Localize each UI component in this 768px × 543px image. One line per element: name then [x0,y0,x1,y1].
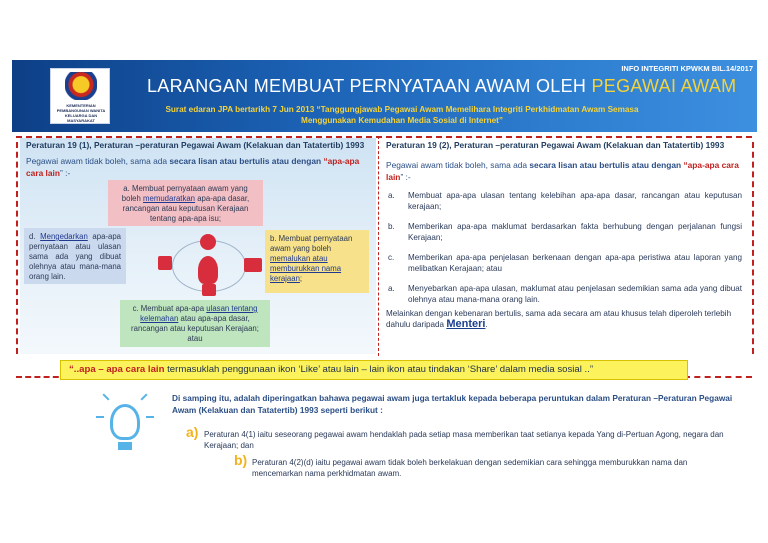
ray [140,393,147,400]
list-item-text: Memberikan apa-apa penjelasan berkenaan dengan apa-apa peristiwa atau laporan yang melibatkan Kerajaan; atau [408,253,742,273]
intro-red: “apa-apa cara lain [386,160,739,182]
ray [96,416,104,418]
infographic-poster [12,60,757,510]
lightbulb-icon [198,256,218,284]
box-a-suffix: apa-apa dasar, rancangan atau keputusan Kerajaan tentang apa-apa isu; [122,194,250,223]
left-panel-intro [26,156,366,179]
quote-red: “..apa – apa cara lain [69,364,165,375]
frame-border-left [16,142,18,354]
quote-rest: termasuklah penggunaan ikon ‘Like’ atau lain – lain ikon atau tindakan ‘Share’ dalam media sosial ..” [164,364,594,375]
rule-box-c [120,300,270,347]
box-c-underlined: ulasan tentang kelemahan [140,304,258,323]
provision-letter: b) [234,452,248,468]
frame-border-right [752,142,754,354]
bulb-base [118,442,132,450]
frame-divider-middle [378,136,379,356]
rule-box-d [24,228,126,284]
rule-box-a [108,180,263,226]
list-item-text: Memberikan apa-apa maklumat berdasarkan fakta berhubung dengan perjalanan fungsi Kerajaan; [408,222,742,242]
closing-emphasis: Menteri [446,318,486,330]
box-b-prefix: b. Membuat pernyataan awam yang boleh [270,234,353,253]
box-c-prefix: c. Membuat apa-apa [132,304,207,313]
title-accent: PEGAWAI AWAM [591,76,737,96]
left-panel-heading: Peraturan 19 (1), Peraturan –peraturan Pegawai Awam (Kelakuan dan Tatatertib) 1993 [26,140,365,150]
box-d-suffix: apa-apa pernyataan atau ulasan sama ada yang dibuat olehnya atau mana-mana orang lain. [29,232,122,281]
list-item [386,252,742,274]
rule-box-b [265,230,369,293]
list-item-text: Menyebarkan apa-apa ulasan, maklumat atau penjelasan sedemikian sama ada yang dibuat olehnya atau mana-mana orang lain. [408,284,742,304]
list-item [386,221,742,243]
list-item-label: a. [388,284,395,293]
right-rule-list [386,190,742,314]
coat-of-arms-icon [65,72,97,100]
bulb-outline [110,404,140,440]
left-panel [20,138,376,354]
right-panel-closing [386,308,742,330]
intro-bold: secara lisan atau bertulis atau dengan [169,156,324,166]
info-label: INFO INTEGRITI KPWKM BIL.14/2017 [621,64,753,73]
list-item-label: c. [388,253,395,262]
intro-suffix: ” :- [400,171,411,182]
provision-letter: a) [186,424,199,440]
ministry-logo [50,68,110,124]
right-panel-heading: Peraturan 19 (2), Peraturan –peraturan Pegawai Awam (Kelakuan dan Tatatertib) 1993 [386,140,725,150]
bottom-intro: Di samping itu, adalah diperingatkan bahawa pegawai awam juga tertakluk kepada beberapa peruntukan dalam Peraturan –Peraturan Pegawai Awam (Kelakuan dan Tatatertib) 1993 seperti berikut : [172,393,733,415]
intro-prefix: Pegawai awam tidak boleh, sama ada [26,156,170,166]
book-icon [202,284,216,296]
idea-lightbulb-icon [96,390,156,460]
box-c-suffix: atau apa-apa dasar, rancangan atau keputusan Kerajaan; atau [131,314,259,343]
intro-bold: secara lisan atau bertulis atau dengan [529,160,684,170]
intro-red: “apa-apa cara lain [26,156,360,178]
quote-bar [60,360,688,380]
list-item-text: Membuat apa-apa ulasan tentang kelebihan apa-apa dasar, rancangan atau keputusan kerajaan; [408,191,742,211]
page-subtitle: Surat edaran JPA bertarikh 7 Jun 2013 “Tanggungjawab Pegawai Awam Memelihara Integriti Perkhidmatan Awam Semasa Menggunakan Kemudahan Media Sosial di Internet” [165,105,639,125]
box-d-underlined: Mengedarkan [40,232,88,241]
box-a-underlined: memudaratkan [143,194,196,203]
logo-text: KEMENTERIAN PEMBANGUNAN WANITA KELUARGA DAN MASYARAKAT [56,103,106,123]
frame-border-bottom-right [684,376,752,378]
list-item [386,190,742,212]
provision-text: Peraturan 4(1) iaitu seseorang pegawai awam hendaklah pada setiap masa memberikan taat setianya kepada Yang di-Pertuan Agong, negara dan Kerajaan; dan [204,430,724,450]
title-main: LARANGAN MEMBUAT PERNYATAAN AWAM OLEH [147,76,592,96]
provision-a [186,424,744,451]
chart-icon [200,234,216,250]
header-banner [12,60,757,132]
right-panel [382,138,750,354]
provision-b [234,452,732,479]
video-camera-icon [244,258,262,272]
list-icon [158,256,172,270]
box-d-prefix: d. [29,232,41,241]
social-media-icon-cluster [154,234,264,296]
page-title [147,76,736,97]
ray [102,393,109,400]
list-item-label: b. [388,222,395,231]
box-b-underlined: memalukan atau memburukkan nama kerajaan [270,254,342,283]
closing-prefix: Melainkan dengan kebenaran bertulis, sama ada secara am atau khusus telah diperoleh terlebih dahulu daripada [386,309,732,329]
ray [146,416,154,418]
list-item [386,283,742,305]
box-a-prefix: a. Membuat pernyataan awam yang boleh [121,184,248,203]
right-panel-intro [386,160,742,183]
provision-text: Peraturan 4(2)(d) iaitu pegawai awam tidak boleh berkelakuan dengan sedemikian cara sehingga memburukkan nama dan mencemarkan nama perkhidmatan awam. [252,458,688,478]
intro-prefix: Pegawai awam tidak boleh, sama ada [386,160,530,170]
box-b-suffix: ; [299,274,303,283]
list-item-label: a. [388,191,395,200]
intro-suffix: ” :- [60,167,71,178]
closing-suffix: . [485,320,488,329]
